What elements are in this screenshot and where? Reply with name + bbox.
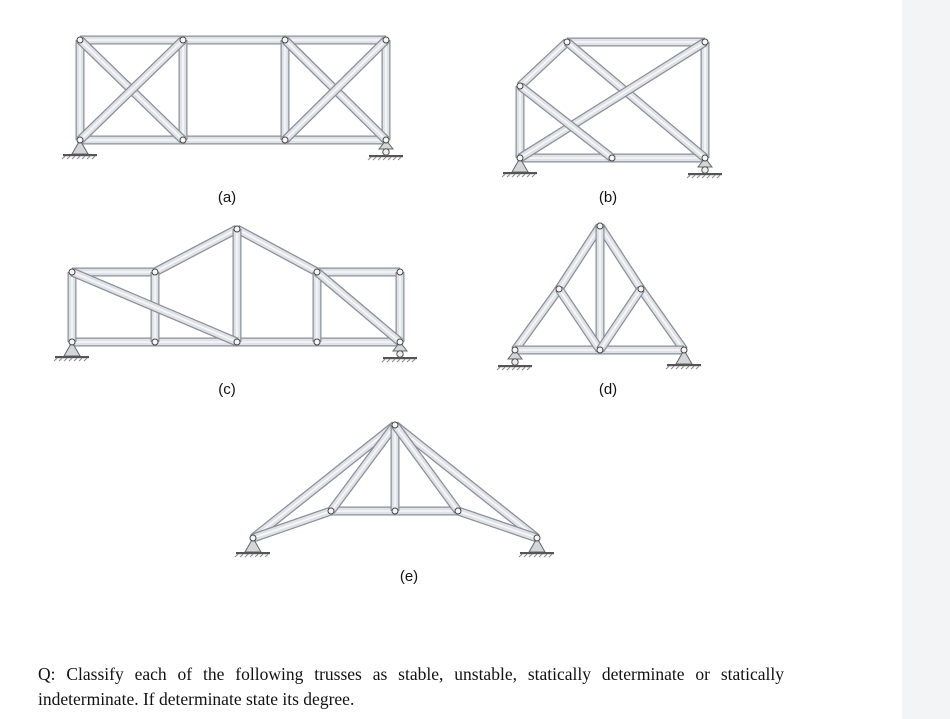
pin-joint-b [564,39,570,45]
truss-member-e [253,425,395,538]
truss-member-e [395,425,537,538]
figure-a-label: (a) [217,189,237,206]
truss-member-d [600,226,641,289]
pin-joint-a [77,37,83,43]
pin-joint-a [282,37,288,43]
pin-joint-b [517,155,523,161]
truss-member-d [600,289,641,350]
pin-joint-d [597,347,603,353]
pin-joint-c [152,269,158,275]
pin-joint-e [250,535,256,541]
figure-b-label: (b) [598,189,618,206]
pin-joint-d [681,347,687,353]
pin-joint-c [397,269,403,275]
pin-joint-e [392,422,398,428]
truss-member-c [155,229,237,272]
pin-joint-e [328,508,334,514]
pin-joint-e [455,508,461,514]
truss-member-d [641,289,684,350]
pin-joint-c [69,339,75,345]
truss-member-c [237,229,317,272]
truss-member-d [515,289,559,350]
figure-c-label: (c) [218,381,236,398]
pin-joint-d [597,223,603,229]
pin-joint-d [556,286,562,292]
truss-member-d [559,226,600,289]
figure-d-label: (d) [598,381,618,398]
pin-joint-c [397,339,403,345]
pin-joint-c [152,339,158,345]
pin-joint-c [234,339,240,345]
pin-joint-c [314,269,320,275]
pin-joint-b [702,155,708,161]
right-sidebar [902,0,950,719]
pin-joint-c [234,226,240,232]
pin-joint-c [314,339,320,345]
pin-joint-b [609,155,615,161]
pin-joint-a [383,137,389,143]
pin-joint-c [69,269,75,275]
pin-joint-b [517,83,523,89]
truss-member-d [559,289,600,350]
pin-joint-e [534,535,540,541]
figure-e-label: (e) [399,568,419,585]
truss-member-b [520,42,567,86]
truss-member-c [317,272,400,342]
pin-joint-a [180,137,186,143]
pin-joint-e [392,508,398,514]
pin-joint-a [180,37,186,43]
question-text: Q: Classify each of the following trusses as stable, unstable, statically determinate or statically indeterminate. If determinate state its degree. [38,664,784,709]
pin-joint-a [77,137,83,143]
pin-joint-b [702,39,708,45]
pin-joint-a [383,37,389,43]
pin-joint-d [638,286,644,292]
pin-joint-d [512,347,518,353]
pin-joint-a [282,137,288,143]
